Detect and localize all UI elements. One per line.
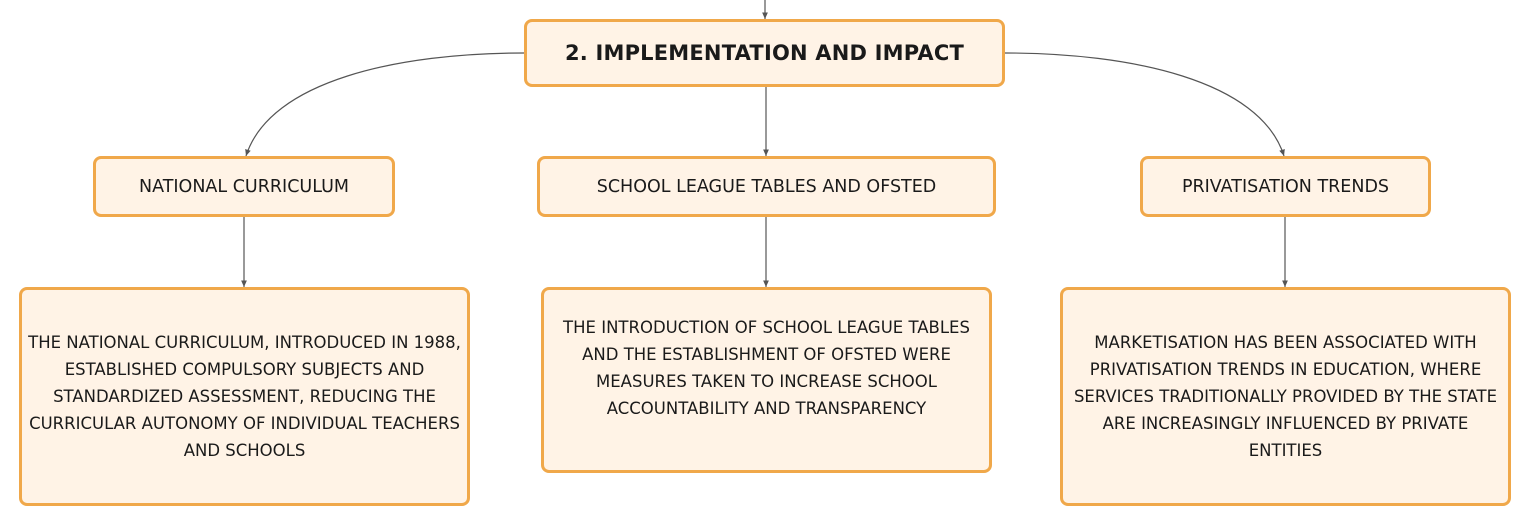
branch-node-label: SCHOOL LEAGUE TABLES AND OFSTED — [596, 176, 937, 197]
leaf-node-privatisation-detail[interactable] — [1060, 287, 1511, 506]
leaf-node-text: THE INTRODUCTION OF SCHOOL LEAGUE TABLES AND THE ESTABLISHMENT OF OFSTED WERE MEASURES TAKEN TO INCREASE SCHOOL ACCOUNTABILITY AND TRANSPARENCY — [563, 318, 970, 418]
leaf-node-text: MARKETISATION HAS BEEN ASSOCIATED WITH PRIVATISATION TRENDS IN EDUCATION, WHERE SERVICES TRADITIONALLY PROVIDED BY THE STATE ARE INCREASINGLY INFLUENCED BY PRIVATE ENTITIES — [1073, 333, 1498, 460]
connector-root-to-privatisation — [1005, 53, 1284, 156]
branch-node-national-curriculum[interactable] — [93, 156, 395, 217]
connector-root-to-national-curriculum — [246, 53, 524, 156]
branch-node-label: PRIVATISATION TRENDS — [1181, 176, 1390, 197]
leaf-node-text: THE NATIONAL CURRICULUM, INTRODUCED IN 1988, ESTABLISHED COMPULSORY SUBJECTS AND STANDARDIZED ASSESSMENT, REDUCING THE CURRICULAR AUTONOMY OF INDIVIDUAL TEACHERS AND SCHOOLS — [28, 333, 461, 460]
leaf-node-national-curriculum-detail[interactable] — [19, 287, 470, 506]
branch-node-league-tables-ofsted[interactable] — [537, 156, 996, 217]
root-node-label: 2. IMPLEMENTATION AND IMPACT — [564, 41, 965, 65]
leaf-node-league-tables-detail[interactable] — [541, 287, 992, 473]
branch-node-privatisation-trends[interactable] — [1140, 156, 1431, 217]
root-node[interactable] — [524, 19, 1005, 87]
branch-node-label: NATIONAL CURRICULUM — [138, 176, 350, 197]
